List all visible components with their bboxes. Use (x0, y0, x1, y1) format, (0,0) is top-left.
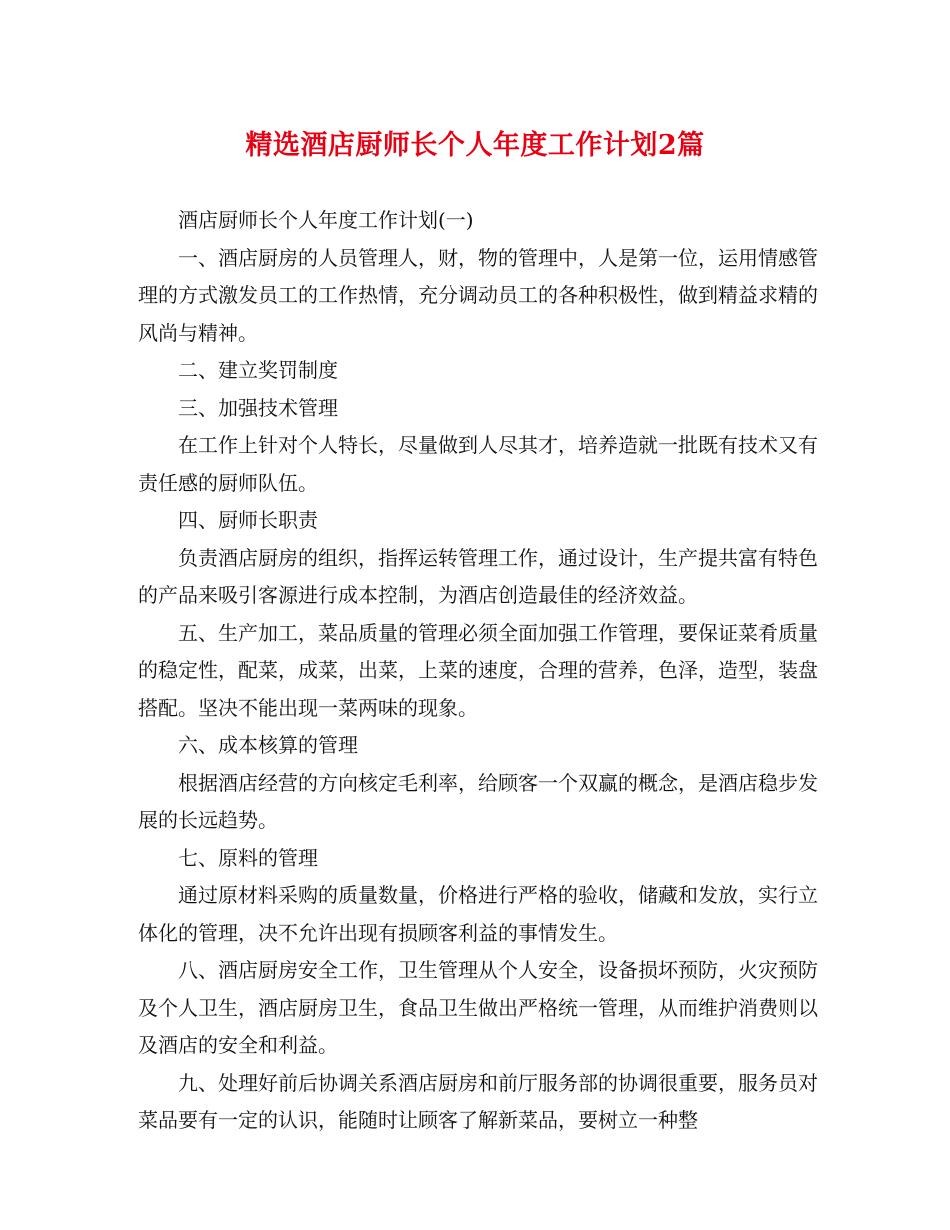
paragraph-section-2-heading: 二、建立奖罚制度 (178, 358, 338, 382)
paragraph-section-3-body: 在工作上针对个人特长，尽量做到人尽其才，培养造就一批既有技术又有责任感的厨师队伍。 (138, 433, 818, 495)
paragraph-section-6-heading: 六、成本核算的管理 (178, 733, 358, 757)
document-body (138, 202, 818, 1140)
paragraph-subtitle: 酒店厨师长个人年度工作计划(一) (178, 208, 474, 232)
paragraph-section-4-heading: 四、厨师长职责 (178, 508, 318, 532)
paragraph-section-3-heading: 三、加强技术管理 (178, 395, 338, 420)
paragraph-section-9: 九、处理好前后协调关系酒店厨房和前厅服务部的协调很重要，服务员对菜品要有一定的认识，能随时让顾客了解新菜品，要树立一种整 (138, 1070, 818, 1132)
paragraph-section-5: 五、生产加工，菜品质量的管理必须全面加强工作管理，要保证菜肴质量的稳定性，配菜，成菜，出菜，上菜的速度，合理的营养，色泽，造型，装盘搭配。坚决不能出现一菜两味的现象。 (138, 620, 818, 720)
paragraph-section-1: 一、酒店厨房的人员管理人，财，物的管理中，人是第一位，运用情感管理的方式激发员工的工作热情，充分调动员工的各种积极性，做到精益求精的风尚与精神。 (138, 245, 818, 345)
paragraph-section-6-body: 根据酒店经营的方向核定毛利率，给顾客一个双赢的概念，是酒店稳步发展的长远趋势。 (138, 770, 818, 832)
document-title: 精选酒店厨师长个人年度工作计划2篇 (245, 130, 705, 161)
paragraph-section-7-heading: 七、原料的管理 (178, 845, 318, 870)
paragraph-section-4-body: 负责酒店厨房的组织，指挥运转管理工作，通过设计，生产提共富有特色的产品来吸引客源进行成本控制，为酒店创造最佳的经济效益。 (138, 545, 818, 607)
paragraph-section-8: 八、酒店厨房安全工作，卫生管理从个人安全，设备损坏预防，火灾预防及个人卫生，酒店厨房卫生，食品卫生做出严格统一管理，从而维护消费则以及酒店的安全和利益。 (138, 958, 818, 1057)
paragraph-section-7-body: 通过原材料采购的质量数量，价格进行严格的验收，储藏和发放，实行立体化的管理，决不允许出现有损顾客利益的事情发生。 (138, 883, 818, 945)
